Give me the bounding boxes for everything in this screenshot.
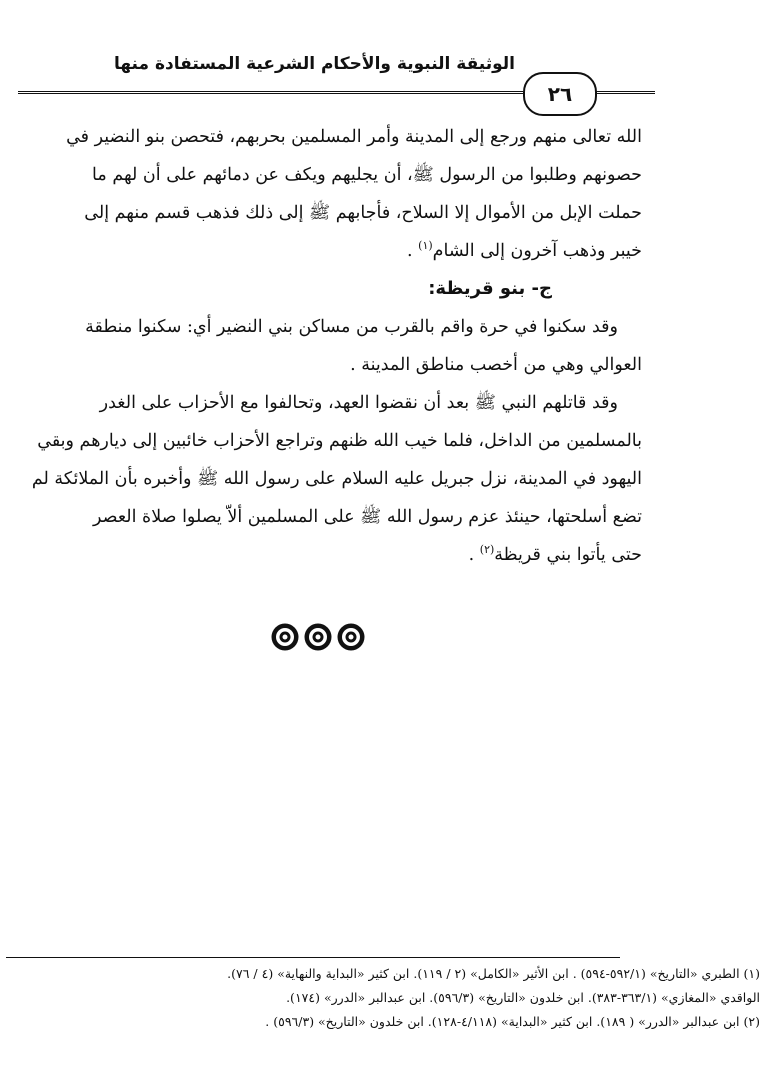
header-rule-left [18,91,523,94]
text-line: حملت الإبل من الأموال إلا السلاح، فأجابهم ﷺ إلى ذلك فذهب قسم منهم إلى [84,203,642,223]
text-fragment: خيبر وذهب آخرون إلى الشام [432,241,642,261]
flower-ornament-icon [270,622,300,652]
header-rule-right [595,91,655,94]
footnote-separator [6,957,620,958]
main-text [20,118,642,574]
section-end-ornament [270,620,366,654]
flower-ornament-icon [336,622,366,652]
text-fragment: . [407,241,419,261]
running-title: الوثيقة النبوية والأحكام الشرعية المستفادة منها [113,54,515,74]
text-line [20,536,642,574]
text-line: الله تعالى منهم ورجع إلى المدينة وأمر المسلمين بحربهم، فتحصن بنو النضير في [66,127,642,147]
footnotes [8,962,760,1034]
text-line: العوالي وهي من أخصب مناطق المدينة . [350,355,642,375]
text-line: وقد سكنوا في حرة واقم بالقرب من مساكن بني النضير أي: سكنوا منطقة [85,317,618,337]
text-line: تضع أسلحتها، حينئذ عزم رسول الله ﷺ على المسلمين ألاّ يصلوا صلاة العصر [93,507,642,527]
text-line: وقد قاتلهم النبي ﷺ بعد أن نقضوا العهد، وتحالفوا مع الأحزاب على الغدر [99,393,618,413]
footnote-ref-2: (٢) [479,543,495,557]
text-line: بالمسلمين من الداخل، فلما خيب الله ظنهم وتراجع الأحزاب خائبين إلى ديارهم وبقي [37,431,642,451]
text-line [20,232,642,270]
text-fragment: حتى يأتوا بني قريظة [494,545,642,565]
footnote-ref-1: (١) [418,239,433,253]
section-heading: ج- بنو قريظة: [428,278,552,299]
footnote-line: (٢) ابن عبدالبر «الدرر» ( ١٨٩). ابن كثير «البداية» (٤/١١٨-١٢٨). ابن خلدون «التاريخ» (٥٩٦/٣) . [265,1014,760,1029]
footnote-line: (١) الطبري «التاريخ» (٥٩٢/١-٥٩٤) . ابن الأثير «الكامل» (٢ / ١١٩). ابن كثير «البداية والنهاية» (٤ / ٧٦). [227,966,760,981]
page-number: ٢٦ [523,72,597,116]
text-line: اليهود في المدينة، نزل جبريل عليه السلام على رسول الله ﷺ وأخبره بأن الملائكة لم [31,469,642,489]
text-fragment: . [468,545,480,565]
flower-ornament-icon [303,622,333,652]
footnote-line: الواقدي «المغازي» (٣٦٣/١-٣٨٣). ابن خلدون «التاريخ» (٥٩٦/٣). ابن عبدالبر «الدرر» (١٧٤). [286,990,760,1005]
text-line: حصونهم وطلبوا من الرسول ﷺ، أن يجليهم ويكف عن دمائهم على أن لهم ما [92,165,642,185]
